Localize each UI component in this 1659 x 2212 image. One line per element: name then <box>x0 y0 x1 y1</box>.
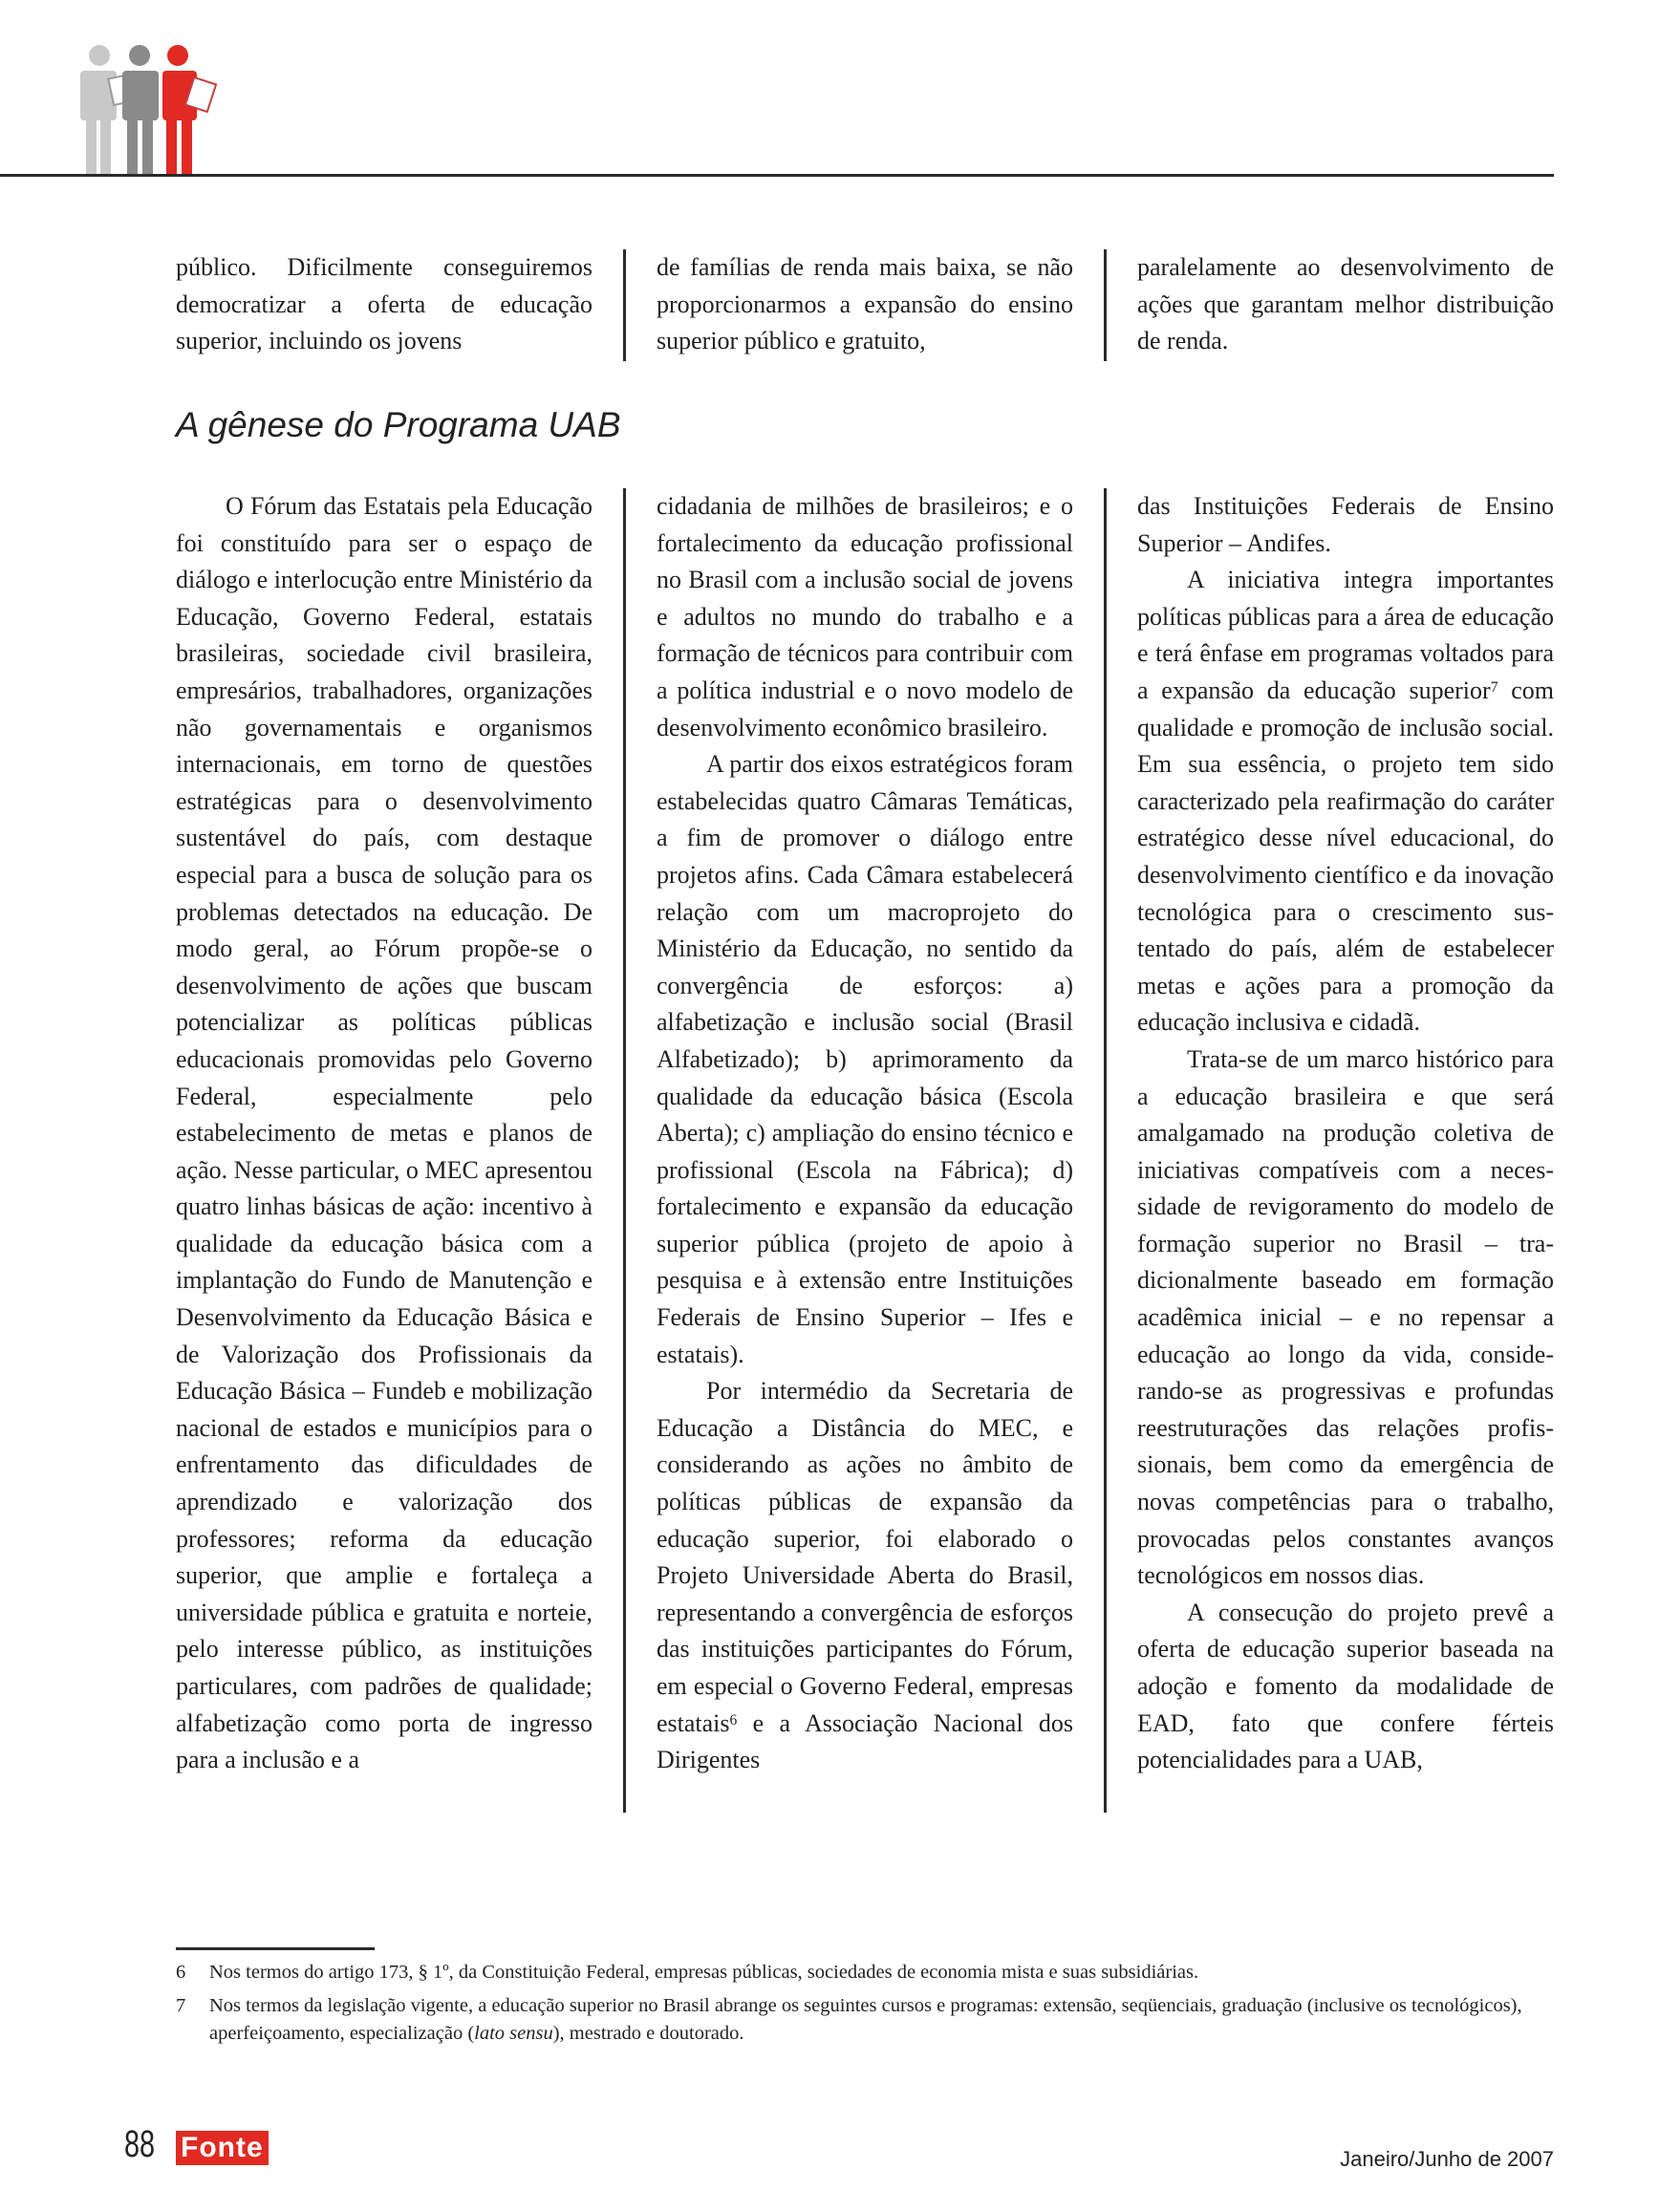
column-divider <box>623 488 626 1813</box>
section-title: A gênese do Programa UAB <box>176 405 621 444</box>
intro-columns <box>176 249 1554 361</box>
footnote-rule <box>176 1947 375 1950</box>
column-divider <box>1104 249 1107 361</box>
footnote-number: 6 <box>176 1962 186 1983</box>
footnote-text-part: Nos termos da legislação vigente, a educação superior no Brasil abrange os seguintes cursos e programas: extensão, seqüenciais, graduação (inclusive os tecnológicos), aperfeiçoamento, especialização ( <box>209 1995 1522 2044</box>
body-paragraph: A consecução do projeto prevê a oferta de educação superior baseada na adoção e fomento da modalidade de EAD, fato que confere férteis potencialidades para a UAB, <box>1137 1598 1554 1774</box>
footnote <box>176 1959 1554 1987</box>
column-divider <box>623 249 626 361</box>
brand-logo: Fonte <box>176 2131 269 2165</box>
intro-column-2 <box>657 249 1073 361</box>
body-paragraph: A partir dos eixos estratégicos foram estabelecidas quatro Câmaras Temáticas, a fim de promover o diálogo entre projetos afins. Cada Câmara estabelecerá relação com um macroprojeto do Ministério da Educação, no sentido da convergência de esforços: a) alfabetização e inclusão social (Brasil Alfabetizado); b) aprimoramento da qualidade da educação básica (Escola Aberta); c) ampliação do ensino técnico e profissional (Escola na Fábrica); d) fortalecimento e expansão da educação superior pública (projeto de apoio à pesquisa e à extensão entre Instituições Federais de Ensino Superior – Ifes e estatais). <box>657 750 1073 1368</box>
section-column-1 <box>176 488 592 1813</box>
body-paragraph <box>1137 562 1554 1042</box>
footnotes <box>176 1959 1554 2053</box>
intro-paragraph: paralelamente ao desenvolvimento de ações que garantam melhor distribuição de renda. <box>1137 253 1554 355</box>
footnote-italic-term: lato sensu <box>474 2023 553 2044</box>
page-number: 88 <box>124 2123 156 2165</box>
body-paragraph: Trata-se de um marco histórico para a educação brasileira e que será amalgamado na produção coletiva de iniciativas compatíveis com a necessidade de revigoramento do modelo de formação superior no Brasil – tradicionalmente baseado em formação acadêmica inicial – e no repensar a educação ao longo da vida, considerando-se as progressivas e profundas reestruturações das relações profissionais, bem como da emergência de novas competências para o trabalho, provocadas pelos constantes avanços tecnológicos em nossos dias. <box>1137 1044 1554 1590</box>
column-divider <box>1104 488 1107 1813</box>
section-column-3 <box>1137 488 1554 1813</box>
footnote-text: Nos termos do artigo 173, § 1º, da Constituição Federal, empresas públicas, sociedades de economia mista e suas subsidiárias. <box>209 1962 1199 1983</box>
section-columns <box>176 488 1554 1813</box>
footnote <box>176 1992 1554 2048</box>
intro-column-1 <box>176 249 592 361</box>
header-rule <box>0 174 1554 177</box>
paragraph-text: com qualidade e promoção de inclusão social. Em sua essência, o projeto tem sido caracterizado pela reafirmação do caráter estratégico desse nível educacional, do desenvolvimento científico e da inovação tecnológica para o crescimento sustentado do país, além de estabelecer metas e ações para a promoção da educação inclusiva e cidadã. <box>1137 676 1555 1037</box>
paragraph-text: e a Associação Nacional dos Dirigentes <box>657 1708 1073 1774</box>
body-paragraph: das Instituições Federais de Ensino Superior – Andifes. <box>1137 492 1554 557</box>
people-figures-icon <box>76 42 220 176</box>
footnote-text-part: ), mestrado e doutorado. <box>552 2023 744 2044</box>
intro-paragraph: público. Dificilmente conseguiremos democratizar a oferta de educação superior, incluindo os jovens <box>176 253 592 355</box>
footnote-number: 7 <box>176 1995 186 2016</box>
intro-column-3 <box>1137 249 1554 361</box>
intro-paragraph: de famílias de renda mais baixa, se não proporcionarmos a expansão do ensino superior público e gratuito, <box>657 253 1073 355</box>
footnote-text <box>209 1992 1554 2048</box>
body-paragraph <box>657 1373 1073 1779</box>
footnote-ref[interactable]: 7 <box>1490 678 1498 696</box>
body-paragraph: cidadania de milhões de brasileiros; e o fortalecimento da educação profissional no Brasil com a inclusão social de jovens e adultos no mundo do trabalho e a formação de técnicos para contribuir com a política industrial e o novo modelo de desenvolvimento econômico brasileiro. <box>657 492 1073 741</box>
footnote-ref[interactable]: 6 <box>729 1711 738 1729</box>
paragraph-text: A iniciativa integra importantes políticas públicas para a área de educação e terá ênfase em programas voltados para a expansão da educação superior <box>1137 566 1554 704</box>
paragraph-text: Por intermédio da Secretaria de Educação a Distância do MEC, e considerando as ações no âmbito de políticas públicas de expansão da educação superior, foi elaborado o Projeto Universidade Aberta do Brasil, representando a convergência de esforços das instituições participantes do Fórum, em especial o Governo Federal, empresas estatais <box>657 1377 1073 1737</box>
issue-date: Janeiro/Junho de 2007 <box>1340 2147 1554 2171</box>
section-column-2 <box>657 488 1073 1813</box>
body-paragraph: O Fórum das Estatais pela Educação foi constituído para ser o espaço de diálogo e interlocução entre Ministério da Educação, Governo Federal, estatais brasileiras, sociedade civil brasileira, empresários, trabalhadores, organizações não governamentais e organismos internacionais, em torno de questões estratégicas para o desenvolvimento sustentável do país, com destaque especial para a busca de solução para os problemas detectados na educação. De modo geral, ao Fórum propõe-se o desenvolvimento de ações que buscam potencializar as políticas públicas educacionais promovidas pelo Governo Federal, especialmente pelo estabelecimento de metas e planos de ação. Nesse particular, o MEC apresentou quatro linhas básicas de ação: incentivo à qualidade da educação básica com a implantação do Fundo de Manutenção e Desenvolvimento da Educação Básica e de Valorização dos Profissionais da Educação Básica – Fundeb e mobilização nacional de estados e municípios para o enfrentamento das dificuldades de aprendizado e valorização dos professores; reforma da educação superior, que amplie e fortaleça a universidade pública e gratuita e norteie, pelo interesse público, as instituições particulares, com padrões de qualidade; alfabetização como porta de ingresso para a inclusão e a <box>176 492 592 1774</box>
